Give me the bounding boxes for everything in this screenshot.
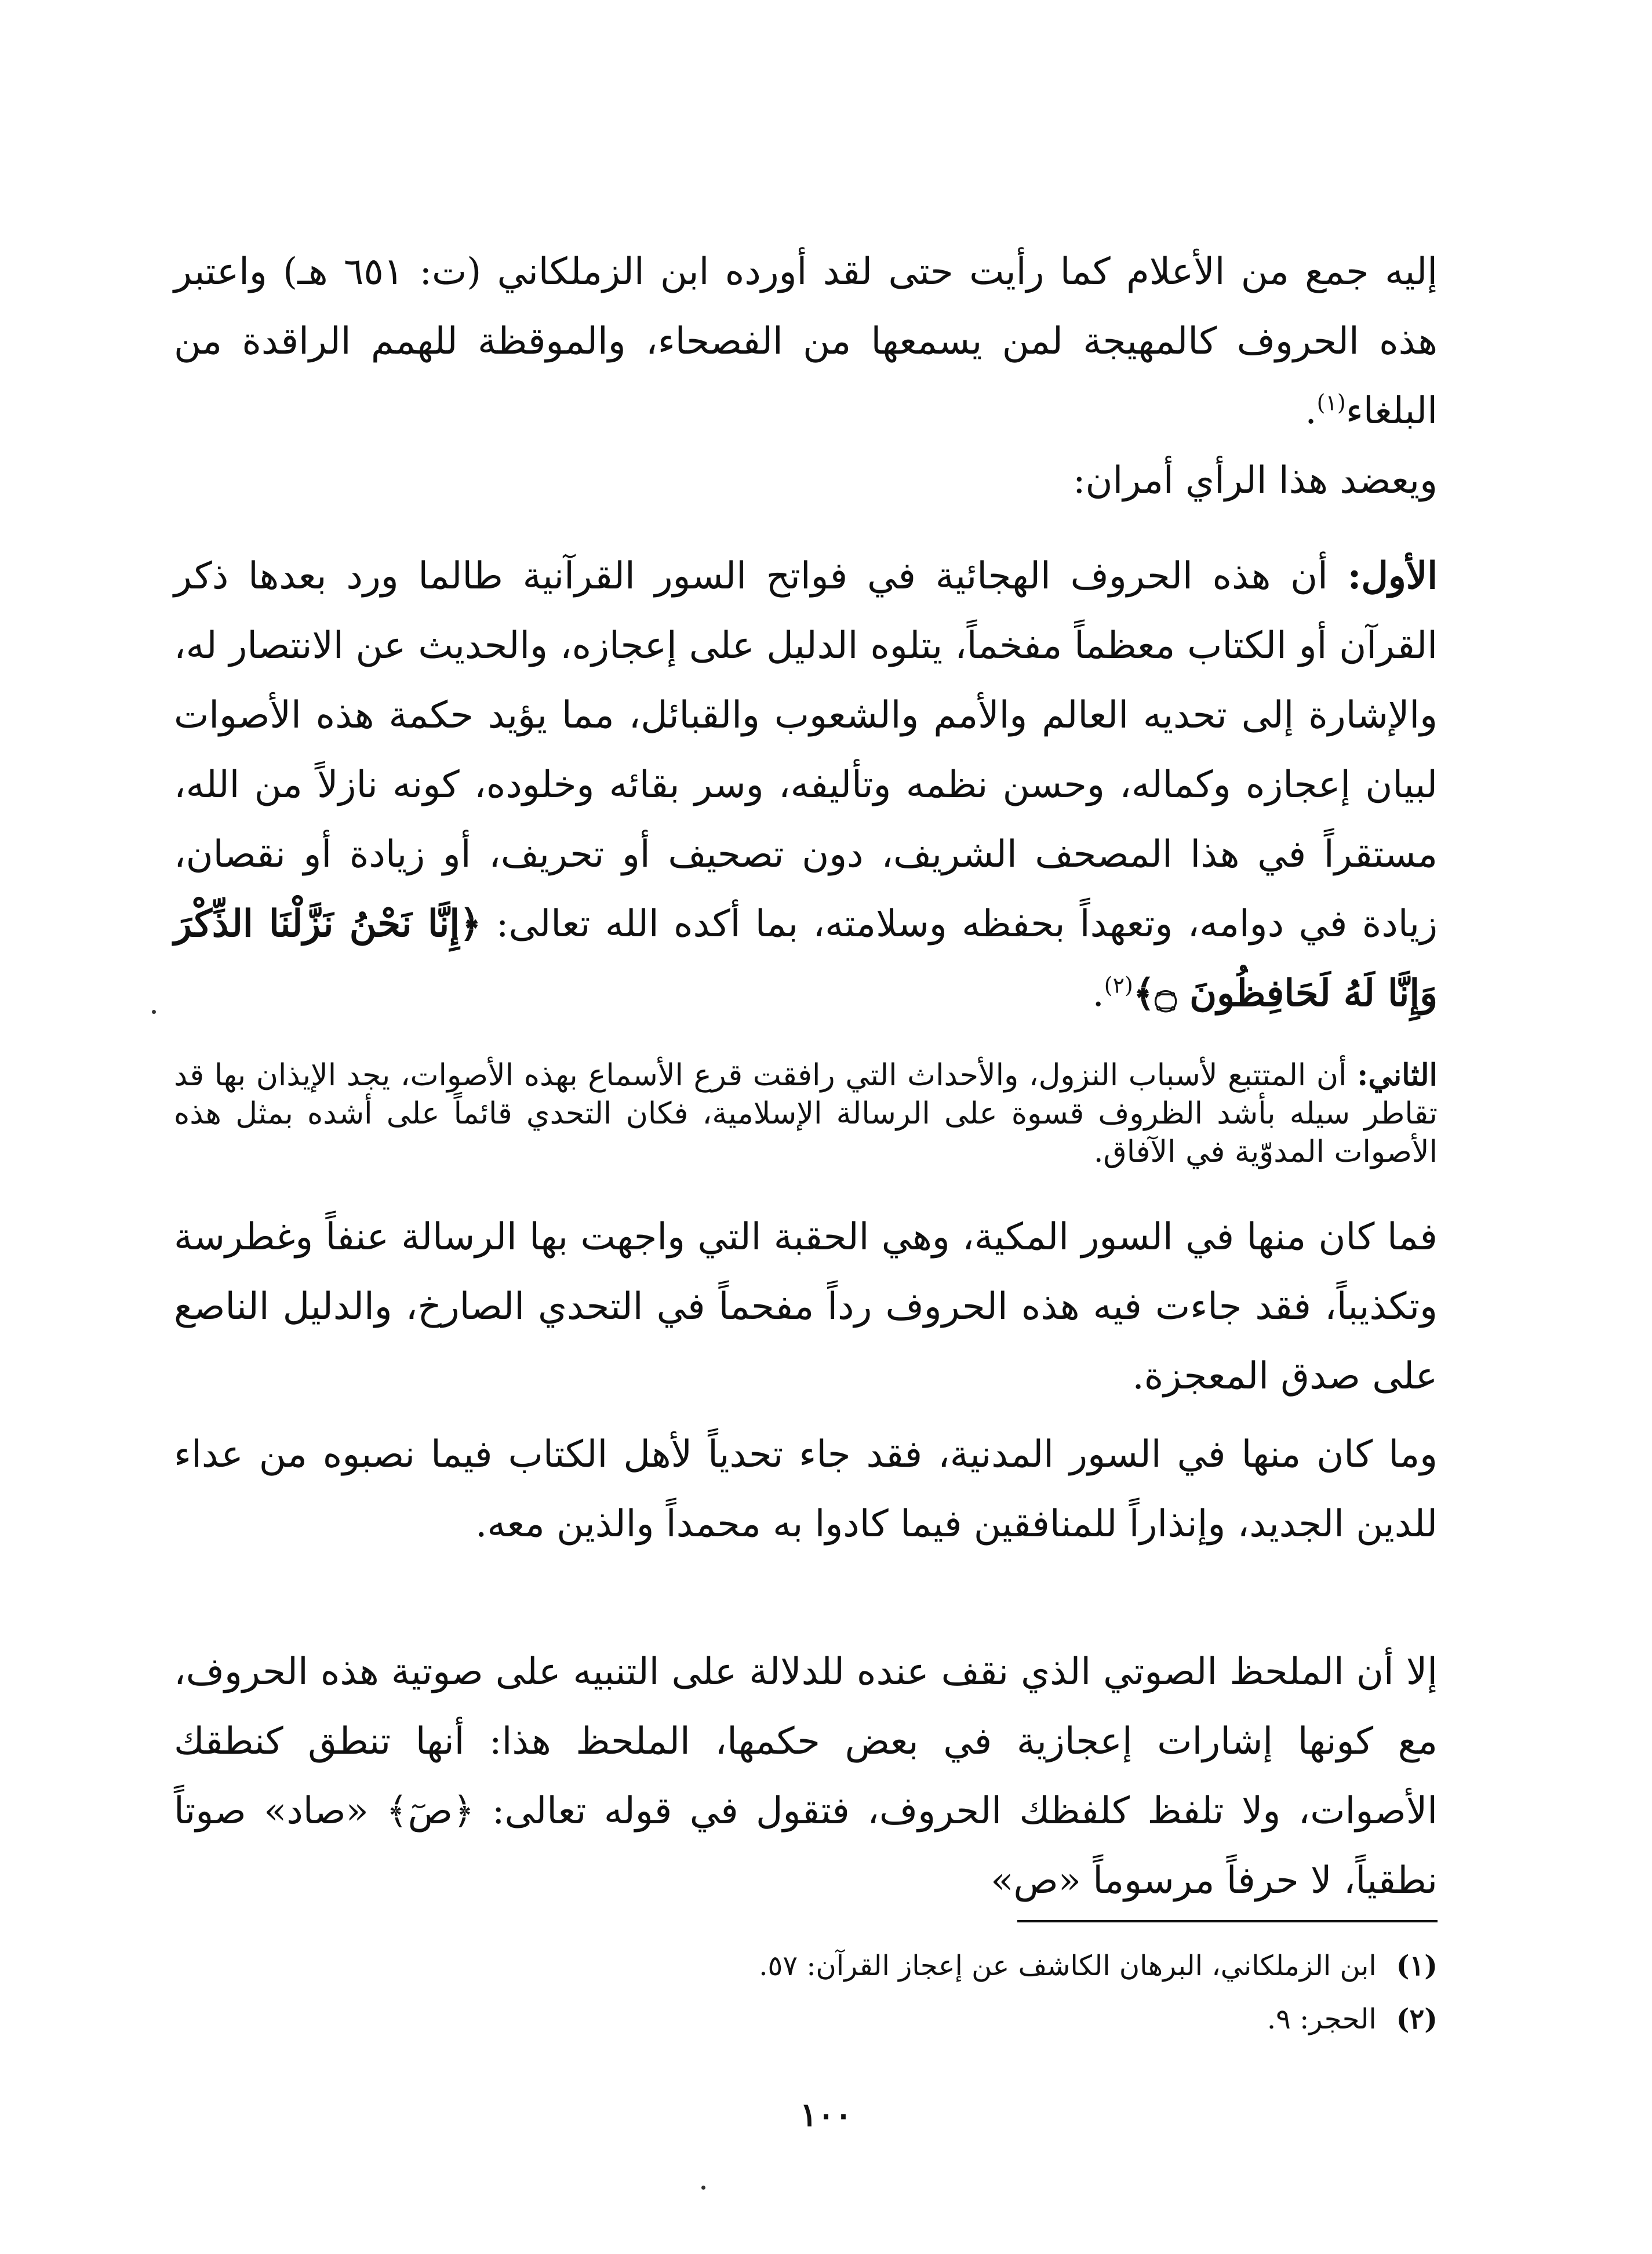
paragraph-second xyxy=(174,1056,1438,1171)
footnote-number: (١) xyxy=(1396,1950,1438,1982)
paragraph-medinan-text: وما كان منها في السور المدنية، فقد جاء تحدياً لأهل الكتاب فيما نصبوه من عداء للدين الجديد، وإنذاراً للمنافقين فيما كادوا به محمداً والذين معه. xyxy=(174,1433,1438,1546)
paragraph-phonetic xyxy=(174,1637,1438,1915)
footnote-number: (٢) xyxy=(1396,2003,1438,2035)
page-number: ١٠٠ xyxy=(799,2096,853,2134)
paragraph-intro xyxy=(174,237,1438,446)
footnote-item xyxy=(174,1939,1438,1993)
scan-speck xyxy=(152,1010,156,1014)
paragraph-phonetic-text: إلا أن الملحظ الصوتي الذي نقف عنده للدلالة على التنبيه على صوتية هذه الحروف، مع كونها إشارات إعجازية في بعض حكمها، الملحظ هذا: أنها تنطق كنطقك الأصوات، ولا تلفظ كلفظك الحروف، فتقول في قوله تعالى: ﴿صٓ﴾ «صاد» صوتاً نطقياً، لا حرفاً مرسوماً «ص» xyxy=(174,1650,1438,1902)
paragraph-second-text: أن المتتبع لأسباب النزول، والأحداث التي رافقت قرع الأسماع بهذه الأصوات، يجد الإيذان بها قد تقاطر سيله بأشد الظروف قسوة على الرسالة الإسلامية، فكان التحدي قائماً على أشده بمثل هذه الأصوات المدوّية في الآفاق. xyxy=(174,1058,1438,1169)
paragraph-first-end: . xyxy=(1092,972,1104,1015)
paragraph-intro-end: . xyxy=(1305,390,1317,432)
paragraph-medinan xyxy=(174,1420,1438,1559)
paragraph-intro-text: إليه جمع من الأعلام كما رأيت حتى لقد أورده ابن الزملكاني (ت: ٦٥١ هـ) واعتبر هذه الحروف كالمهيجة لمن يسمعها من الفصحاء، والموقظة للهمم الراقدة من البلغاء xyxy=(174,250,1438,432)
paragraph-first-text: أن هذه الحروف الهجائية في فواتح السور القرآنية طالما ورد بعدها ذكر القرآن أو الكتاب معظماً مفخماً، يتلوه الدليل على إعجازه، والحديث عن الانتصار له، والإشارة إلى تحديه العالم والأمم والشعوب والقبائل، مما يؤيد حكمة هذه الأصوات لبيان إعجازه وكماله، وحسن نظمه وتأليفه، وسر بقائه وخلوده، كونه نازلاً من الله، مستقراً في هذا المصحف الشريف، دون تصحيف أو تحريف، أو زيادة أو نقصان، زيادة في دوامه، وتعهداً بحفظه وسلامته، بما أكده الله تعالى: xyxy=(174,555,1438,946)
scan-speck xyxy=(701,2186,705,2190)
footnote-divider xyxy=(1017,1920,1438,1922)
paragraph-second-lead: الثاني: xyxy=(1357,1057,1438,1093)
paragraph-first xyxy=(174,541,1438,1028)
footnote-ref-1: (١) xyxy=(1316,390,1346,416)
paragraph-meccan-text: فما كان منها في السور المكية، وهي الحقبة التي واجهت بها الرسالة عنفاً وغطرسة وتكذيباً، فقد جاءت فيه هذه الحروف رداً مفحماً في التحدي الصارخ، والدليل الناصع على صدق المعجزة. xyxy=(174,1216,1438,1398)
footnotes xyxy=(174,1939,1438,2046)
paragraph-first-lead: الأول: xyxy=(1347,554,1438,598)
paragraph-support xyxy=(174,446,1438,515)
footnote-text: الحجر: ٩. xyxy=(1267,2003,1377,2035)
footnote-ref-2: (٢) xyxy=(1104,972,1133,998)
paragraph-meccan xyxy=(174,1202,1438,1411)
footnote-text: ابن الزملكاني، البرهان الكاشف عن إعجاز القرآن: ٥٧. xyxy=(759,1950,1377,1982)
paragraph-support-text: ويعضد هذا الرأي أمران: xyxy=(1072,459,1438,502)
footnote-item xyxy=(174,1993,1438,2046)
quran-verse: ﴿إِنَّا نَحْنُ نَزَّلْنَا الذِّكْرَ وَإِنَّا لَهُ لَحَافِظُونَ ۝﴾ xyxy=(174,902,1438,1015)
